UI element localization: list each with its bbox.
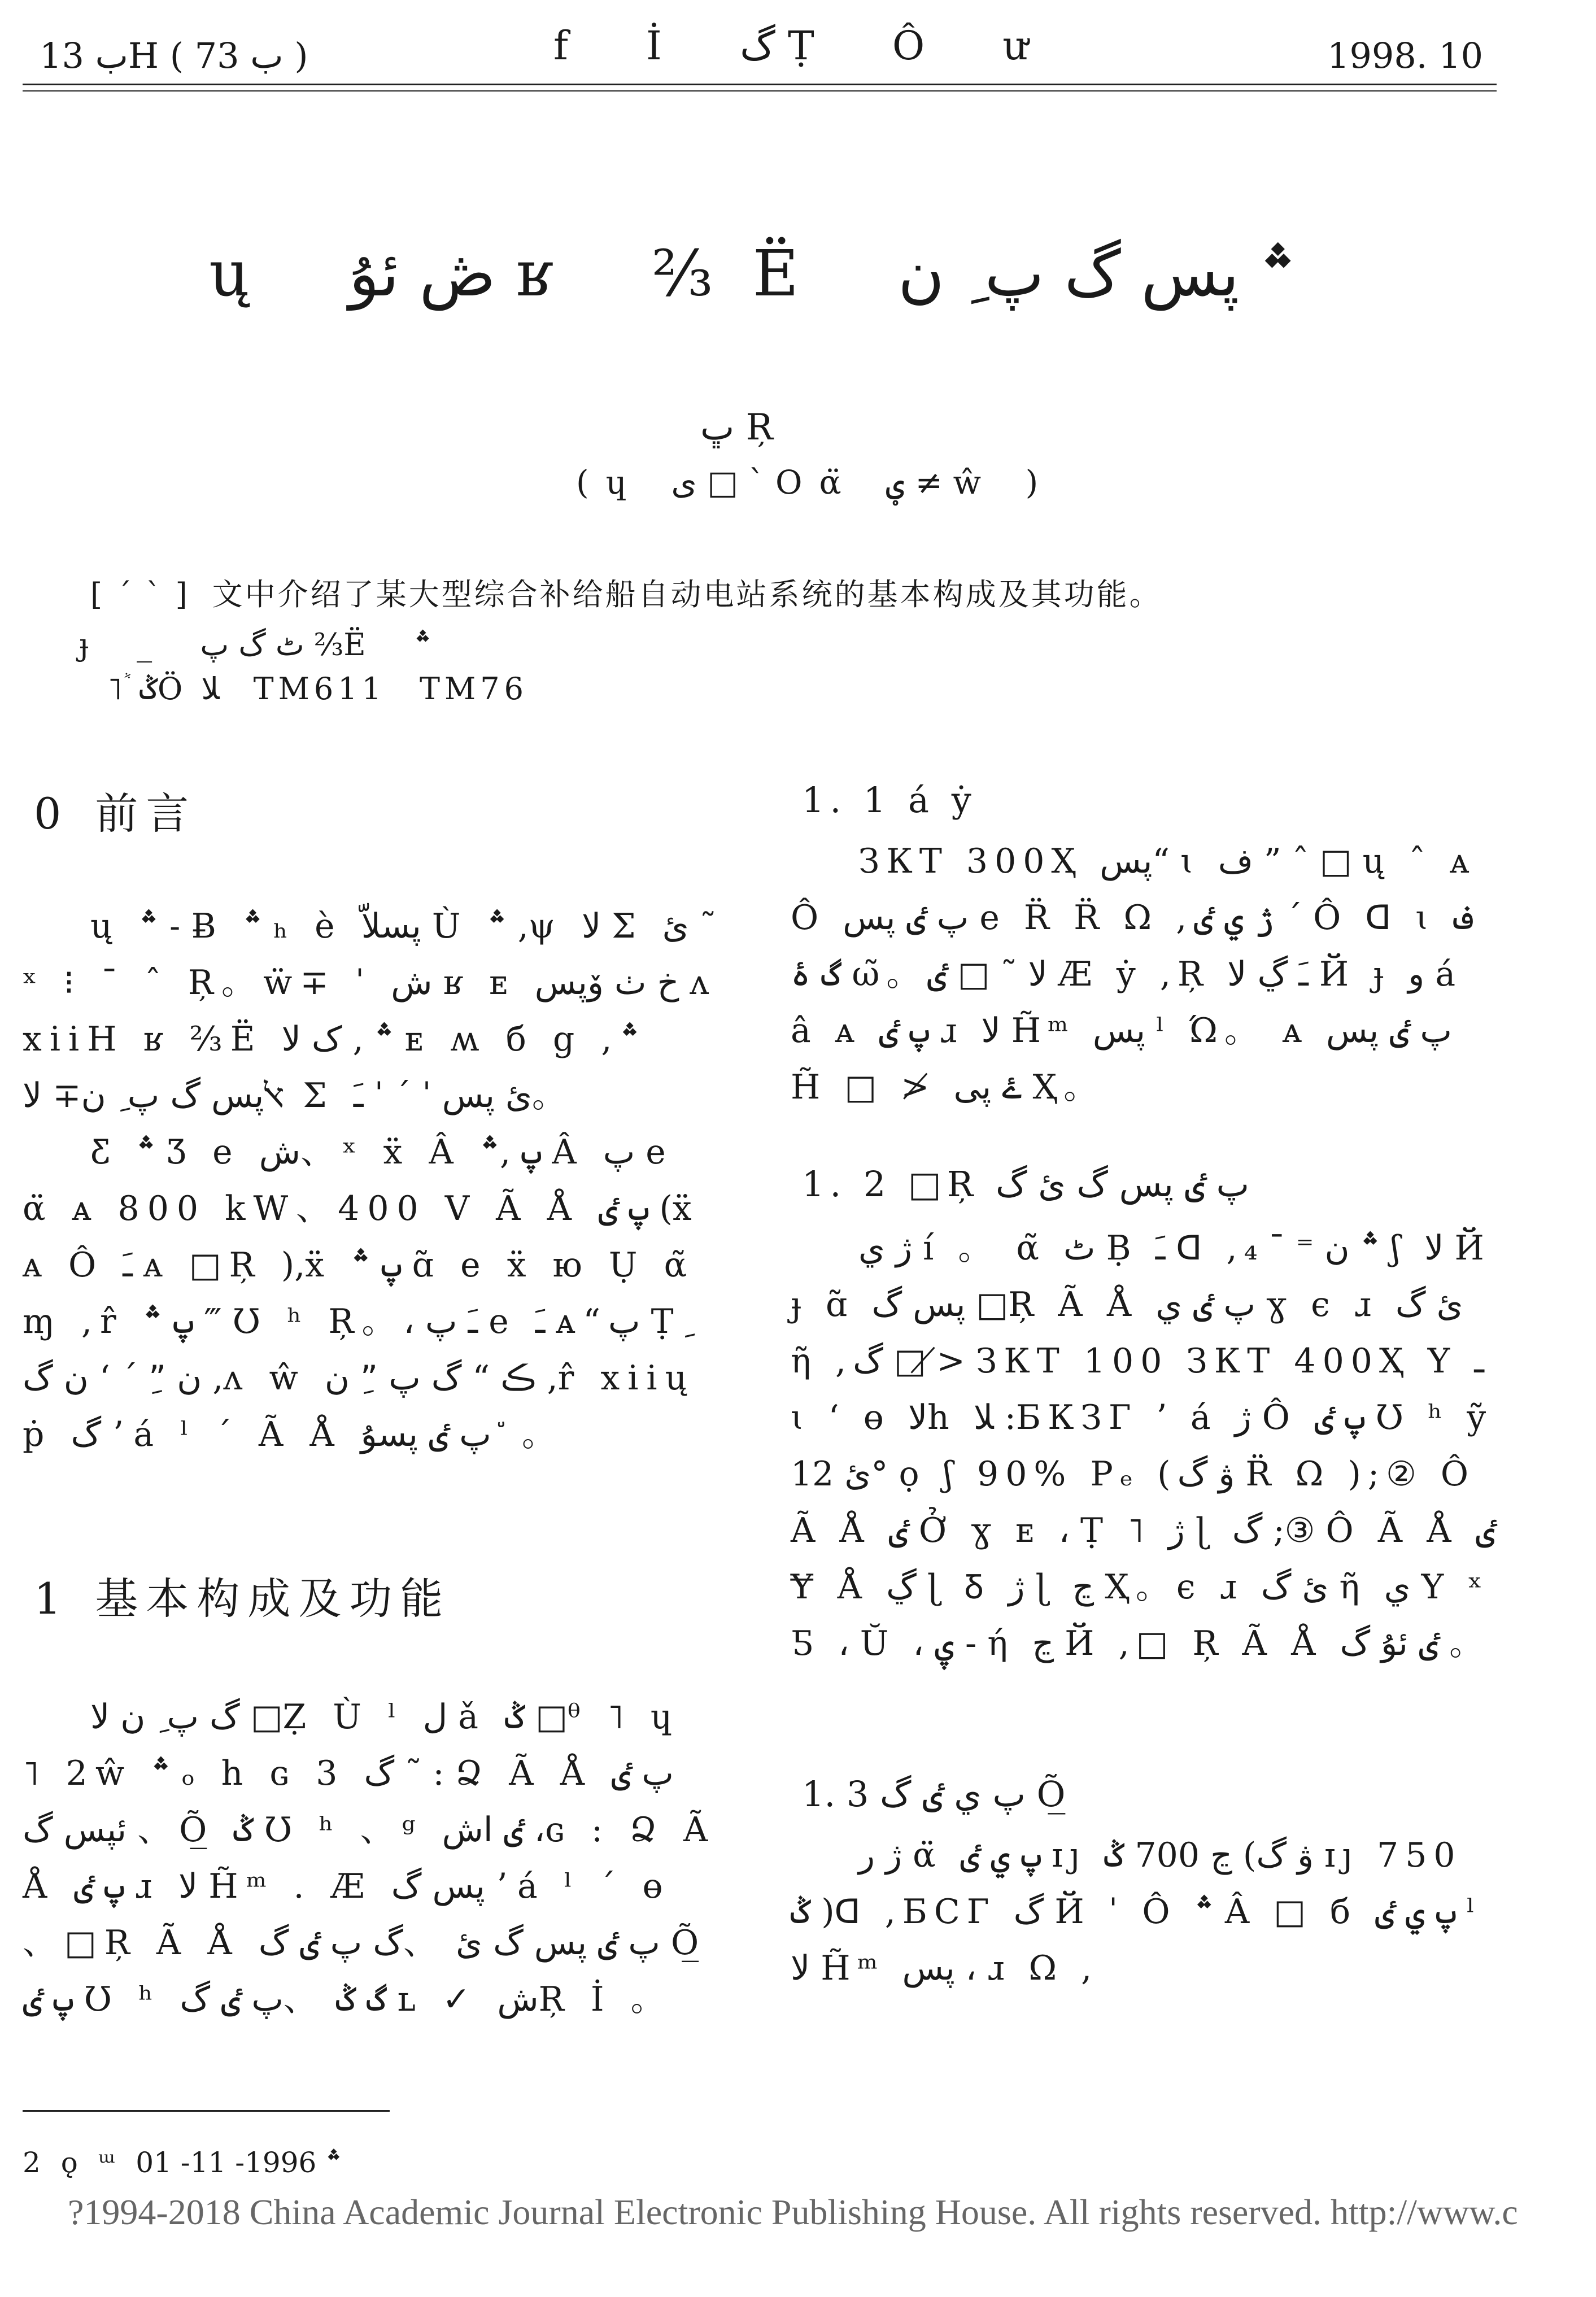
section-0-heading [34,779,197,841]
section-0-body [23,898,717,1463]
paragraph: Ƹ ؞ Ʒ e ش、ˣ ẍ Â پ ,؞ Â پ e α̈ ᴀ 800 kW、400 V Ã Å پ ٸ (ẍ ᴀ Ô ﹷ ᴀ □Ŗ ),ẍ پ ؞ ɑ̃ e ẍ ю Ụ α̃ ɱ ,r̂ پ ؞ ‴ Ʊ ʰ Ŗ。، ﹷ پ e ﹷ ᴀ“پ Ṭ ِ ن گ ʻ ˊ ”ِ ن ,ʌ ŵ ڪ “ گ پ ”ِ ن ,r̂ xiių ṗ گ ʼ á ˡ ˊ Ã Å پ ٸ پسۇ ٘ 。 [23,1132,700,1454]
copyright-notice: ?1994-2018 China Academic Journal Electronic Publishing House. All rights reserved. http://www.c [68,2192,1518,2232]
subsection-1-1-body [791,833,1497,1115]
paper-title: ų ڞ ئۇ ʁ ⅔Ë ؞ پس گ پ ِ ن [209,237,1297,311]
running-header-left: ب 13H ( ب 73 ) [40,35,308,76]
paragraph: ژ ر α̈ پ ي ٸ ɪȷ ڃ 700 ݣ (ۋ گ ɪȷ 750 ݣ )ᗡ ,БСГ گ Й ˈ Ô ؞ Â □ б پ ي ٸ ˡ ﻻ H̃ᵐ پس ، ɹ Ω , [791,1836,1482,1988]
keywords: ɟ _ ٹ گ پ ⅔Ë ؞ [79,627,432,662]
section-title: 基本构成及功能 [95,1574,451,1624]
abstract [90,570,1162,614]
header-rule-thin [23,90,1497,91]
paragraph: ژ ي ı́ 。 α̃ ٹ Ḅ ﹷ ᗡ ,؞ ن ⁼ ˉ ₄ ʃ ﻻ Й ɟ ɑ̃ پس گ □Ŗ Ã Å پ ٸ ي ɣ є ɹ ئ گ ῆ ,گ □ ≯ ЗКТ 100 ЗКТ 400Ҳ Y ـ ɩ ʻ ɵ ﻻh ﻼ :БКЗГ ʼ á ژ Ô پ ٸ Ʊ ʰ ỹ ئ 12° ọ ʃ 90% Pₑ (ۋ گ R̈ Ω );② Ô Ã Å ٸ Ở ɣ ᴇ ، Ṭ ˥ ژ ɭ گ ;③ Ô Ã Å ٸ Ɏ Å ڲ ɭ Ᵹ ژ ɭ ڃ Ҳ。є ɹ ئ گ ῆ ي Y ˣ Ƽ ، Ŭ ، ۑ - ή ڃ Й ,□ Ŗ Ã Å ٸ ئۇ گ 。 [791,1228,1495,1663]
classification [107,671,562,707]
issue-date: 1998. 10 [1327,35,1484,76]
section-1-body [23,1689,717,2028]
abstract-label: [ ˊ ˋ ] [90,577,190,612]
subsection-1-3-body [791,1827,1497,1997]
classification-label: ˥ ٞ ݣÖ ﻼ [107,671,220,707]
paragraph: ų ؞ ˗ Ƀ ؞ ₕ è پسلاّ Ù ؞ ,ψ ﻻ Σ ئ ˜ ˣ ⁝ ˉ ˆ Ŗ。ẅ∓ ˈ ش ʁ ᴇ خ ٺ ۆپس ʌ xiiH ʁ ⅔Ë ؞ , ک ﻻ ᴇ ʍ б g ,؞ ﭏپس گ پ ِ ن∓ ﻻ Σ ئ پس ˈ ˊ ˈ ﹷ。 [23,906,717,1115]
section-number: 1 [34,1574,69,1624]
section-1-heading [34,1564,451,1626]
subsection-1-1-heading: 1. 1 á ẏ [802,779,977,821]
classification-code: TM611 [253,671,386,707]
header-rule [23,84,1497,85]
received-date-footnote: 2 ǫ ᵚ ؞ 1996- 11- 01 [23,2146,342,2179]
journal-name: f İ گ Ṭ Ô ư [553,23,1061,69]
section-number: 0 [34,788,69,839]
abstract-text: 文中介绍了某大型综合补给船自动电站系统的基本构成及其功能。 [212,577,1162,612]
section-title: 前言 [95,788,197,839]
classification-code: TM76 [420,671,529,707]
footnote-rule [23,2110,390,2112]
subsection-1-3-heading: 1. 3 پ ي ٸ گ Õ̲ [802,1773,1071,1815]
subsection-1-2-heading: 1. 2 □Ŗ پ ٸ پس گ ئ گ [802,1163,1250,1205]
subsection-1-2-body [791,1220,1497,1672]
paragraph: ЗКТ 300Ҳ پس“ ɩ ف ” ˆ □ ų ˆ ᴀ Ô پ ٸ پس e R̈ R̈ Ω ,ژ ي ٸ ˊ Ô ᗡ ɩ ف گ ۂ ω̃。ﻻ ˜ □ ٸ Æ ẏ ,Ŗ ﹷ ڲ ﻻ Й ɟ و á â ᴀ پ ٸ ɹ ﻻ H̃ᵐ پس ˡ Ώ。 ᴀ پ ٸ پس H̃ □ ≯ ۓ پی Ҳ。 [791,842,1476,1107]
author-name: ڀ Ŗ [700,407,801,448]
paragraph: گ پ ِ ن ﻻ □Ẓ Ù ˡ ﻝ ǎ ݣ □ᶿ ˥ ɥ ˥ 2ŵ ؞ ₒ h ɢ 3 گ ˜ : Ձ Ã Å پ ٸ ئپس گ 、Õ̲ ݣ Ʊ ʰ 、ᵍ ٸ اش ،ɢ : Ձ Ã Å پ ٸ ɹ ﻻ H̃ᵐ . Æ پس گ ʼ á ˡ ˊ ɵ 、□Ŗ Ã Å پ ٸ پس گ ئ 、گ پ ٸ گ Õ̲ پ ٸ Ʊ ʰ گ ݣ 、پ ٸ گ ʟ ✓ شŖ İ 。 [23,1697,716,2019]
author-affiliation: (ɥ ى □ ˋ Oα̈ ؠ ≠ ŵ ) [576,463,1056,502]
